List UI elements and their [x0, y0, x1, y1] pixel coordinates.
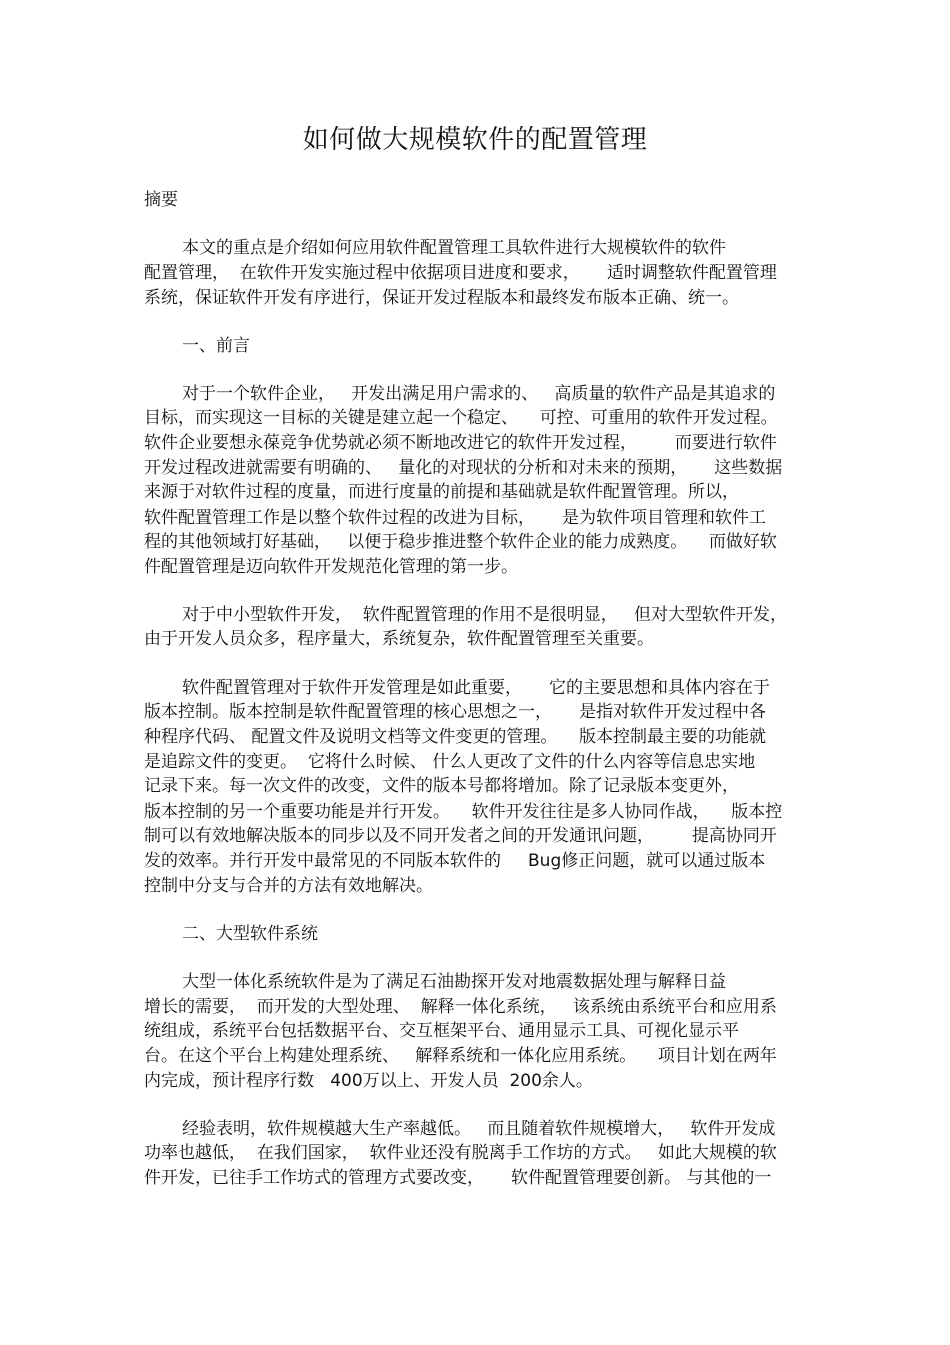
paragraph-line: 统组成，系统平台包括数据平台、交互框架平台、通用显示工具、可视化显示平 — [144, 1021, 739, 1041]
paragraph-line: 大型一体化系统软件是为了满足石油勘探开发对地震数据处理与解释日益 — [182, 972, 726, 992]
paragraph-line: 发的效率。并行开发中最常见的不同版本软件的 Bug修正问题，就可以通过版本 — [144, 851, 766, 871]
paragraph-line: 来源于对软件过程的度量，而进行度量的前提和基础就是软件配置管理。所以， — [144, 482, 739, 502]
paragraph-line: 记录下来。每一次文件的改变，文件的版本号都将增加。除了记录版本变更外， — [144, 776, 739, 796]
paragraph-line: 系统，保证软件开发有序进行，保证开发过程版本和最终发布版本正确、统一。 — [144, 288, 739, 308]
paragraph-line: 本文的重点是介绍如何应用软件配置管理工具软件进行大规模软件的软件 — [182, 238, 726, 258]
paragraph-line: 软件配置管理工作是以整个软件过程的改进为目标， 是为软件项目管理和软件工 — [144, 508, 767, 528]
paragraph-line: 功率也越低， 在我们国家， 软件业还没有脱离手工作坊的方式。 如此大规模的软 — [144, 1143, 777, 1163]
section-heading: 一、前言 — [182, 336, 250, 356]
paragraph-line: 对于中小型软件开发， 软件配置管理的作用不是很明显， 但对大型软件开发， — [182, 605, 788, 625]
paragraph-line: 增长的需要， 而开发的大型处理、 解释一体化系统， 该系统由系统平台和应用系 — [144, 997, 777, 1017]
section-heading: 二、大型软件系统 — [182, 924, 318, 944]
paragraph-line: 是追踪文件的变更。 它将什么时候、 什么人更改了文件的什么内容等信息忠实地 — [144, 752, 756, 772]
paragraph-line: 开发过程改进就需要有明确的、 量化的对现状的分析和对未来的预期， 这些数据 — [144, 458, 783, 478]
paragraph-line: 种程序代码、 配置文件及说明文档等文件变更的管理。 版本控制最主要的功能就 — [144, 727, 767, 747]
paragraph-line: 版本控制。版本控制是软件配置管理的核心思想之一， 是指对软件开发过程中各 — [144, 702, 767, 722]
abstract-heading: 摘要 — [144, 190, 178, 210]
paragraph-line: 程的其他领域打好基础， 以便于稳步推进整个软件企业的能力成熟度。 而做好软 — [144, 532, 777, 552]
paragraph-line: 配置管理， 在软件开发实施过程中依据项目进度和要求， 适时调整软件配置管理 — [144, 263, 777, 283]
paragraph-line: 经验表明，软件规模越大生产率越低。 而且随着软件规模增大， 软件开发成 — [182, 1119, 776, 1139]
paragraph-line: 对于一个软件企业， 开发出满足用户需求的、 高质量的软件产品是其追求的 — [182, 384, 776, 404]
paragraph-line: 件开发，已往手工作坊式的管理方式要改变， 软件配置管理要创新。 与其他的一 — [144, 1168, 772, 1188]
paragraph-line: 内完成，预计程序行数 400万以上、开发人员 200余人。 — [144, 1071, 593, 1091]
paragraph-line: 制可以有效地解决版本的同步以及不同开发者之间的开发通讯问题， 提高协同开 — [144, 826, 777, 846]
paragraph-line: 目标，而实现这一目标的关键是建立起一个稳定、 可控、可重用的软件开发过程。 — [144, 408, 778, 428]
paragraph-line: 由于开发人员众多，程序量大，系统复杂，软件配置管理至关重要。 — [144, 629, 654, 649]
paragraph-line: 件配置管理是迈向软件开发规范化管理的第一步。 — [144, 557, 518, 577]
document-title: 如何做大规模软件的配置管理 — [302, 125, 648, 155]
paragraph-line: 控制中分支与合并的方法有效地解决。 — [144, 876, 433, 896]
paragraph-line: 软件配置管理对于软件开发管理是如此重要， 它的主要思想和具体内容在于 — [182, 678, 771, 698]
paragraph-line: 软件企业要想永葆竞争优势就必须不断地改进它的软件开发过程， 而要进行软件 — [144, 433, 777, 453]
paragraph-line: 版本控制的另一个重要功能是并行开发。 软件开发往往是多人协同作战， 版本控 — [144, 802, 783, 822]
paragraph-line: 台。在这个平台上构建处理系统、 解释系统和一体化应用系统。 项目计划在两年 — [144, 1046, 777, 1066]
